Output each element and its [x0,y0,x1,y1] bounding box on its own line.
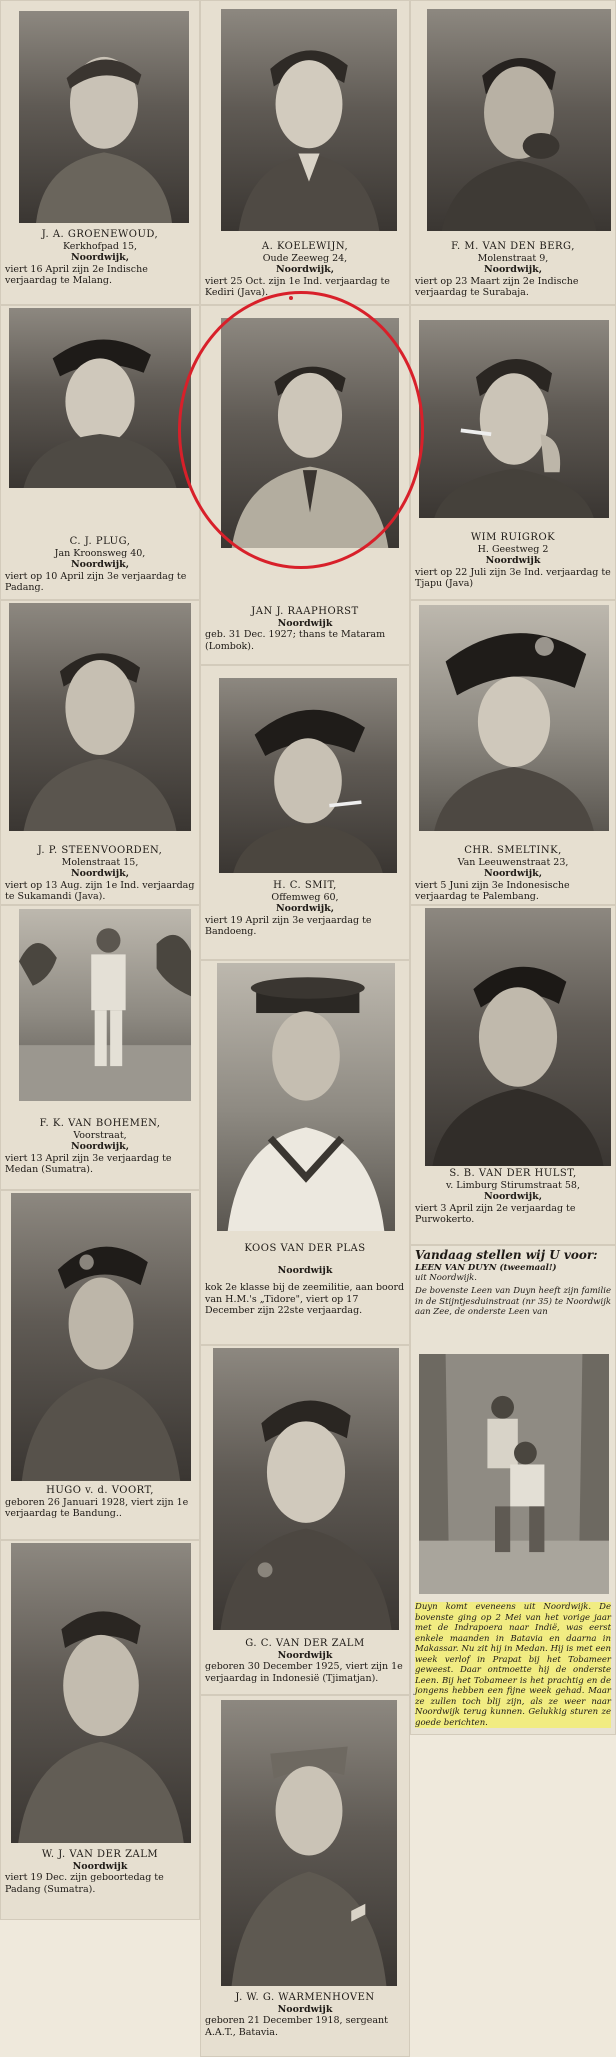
caption [5,1118,195,1176]
soldier-name: WIM RUIGROK [470,532,556,543]
caption [205,241,405,299]
caption [415,845,611,903]
caption [205,1243,405,1317]
soldier-city: Noordwijk, [70,868,130,879]
soldier-detail: viert 19 Dec. zijn geboortedag te Padang (Sumatra). [5,1872,164,1895]
soldier-address: Molenstraat 15, [61,856,139,868]
portrait-photo [425,908,611,1166]
clipping-warmenhoven [200,1695,410,2057]
caption [415,1168,611,1226]
portrait-photo [11,1543,191,1843]
clipping-ruigrok [410,305,616,600]
soldier-address: v. Limburg Stirumstraat 58, [445,1179,581,1191]
clipping-vandenberg [410,0,616,305]
caption [205,1638,405,1684]
portrait-photo [213,1348,399,1630]
soldier-city: Noordwijk, [275,903,335,914]
soldier-detail: viert 19 April zijn 3e verjaardag te Bandoeng. [205,914,372,937]
caption [415,241,611,299]
red-marker-dot [289,296,293,300]
soldier-name: F. K. VAN BOHEMEN, [39,1118,161,1129]
portrait-photo [427,9,611,231]
soldier-detail: viert 5 Juni zijn 3e Indonesische verjaardag te Palembang. [415,879,570,902]
clipping-smit [200,665,410,960]
blank-margin [410,1735,616,2057]
soldier-name: J. P. STEENVOORDEN, [37,845,163,856]
soldier-address: Molenstraat 9, [477,252,549,264]
feature-intro: De bovenste Leen van Duyn heeft zijn familie in de Stijntjesduinstraat (nr 35) te Noordwijk aan Zee, de onderste Leen van [415,1286,611,1317]
caption [5,536,195,594]
caption [5,845,195,903]
portrait-photo [419,605,609,831]
portrait-photo [9,308,191,488]
soldier-name: W. J. VAN DER ZALM [41,1849,159,1860]
clipping-groenewoud [0,0,200,305]
soldier-name: CHR. SMELTINK, [464,845,562,856]
feature-subheading [415,1263,611,1283]
portrait-photo [19,11,189,223]
clipping-voort [0,1190,200,1540]
soldier-name: H. C. SMIT, [273,880,337,891]
soldier-detail: geboren 21 December 1918, sergeant A.A.T., Batavia. [205,2015,388,2038]
clipping-smeltink [410,600,616,905]
soldier-name: F. M. VAN DEN BERG, [451,241,575,252]
clipping-vanbohemen [0,905,200,1190]
soldier-detail: viert 3 April zijn 2e verjaardag te Purwokerto. [415,1202,576,1225]
soldier-detail: viert 13 April zijn 3e verjaardag te Medan (Sumatra). [5,1152,172,1175]
soldier-city: Noordwijk, [483,868,543,879]
group-photo [419,1354,609,1594]
caption [415,532,611,590]
caption [5,1485,195,1520]
feature-article [410,1245,616,1735]
clipping-vanderplas [200,960,410,1345]
soldier-city: Noordwijk, [70,252,130,263]
portrait-photo [221,9,397,231]
soldier-name: A. KOELEWIJN, [261,241,349,252]
soldier-detail: geboren 30 December 1925, viert zijn 1e verjaardag in Indonesië (Tjimatjan). [205,1661,403,1684]
soldier-city: Noordwijk, [483,1191,543,1202]
red-marker-circle [178,291,424,569]
feature-body: Duyn komt eveneens uit Noordwijk. De bovenste ging op 2 Mei van het vorige jaar met de Indrapoera naar Indië, was eerst enkele maanden in Batavia en daarna in Makassar. Nu zit hij in Medan. Hij is met een week verlof in Prapat bij het Tobameer geweest. Daar ontmoette hij de onderste Leen. Bij het Tobameer is het prachtig en de jongens hebben een fijne week gehad. Maar ze zullen toch blij zijn, als ze weer naar Noordwijk terug kunnen. Gelukkig sturen ze goede berichten. [415,1602,611,1728]
portrait-photo [11,1193,191,1481]
clipping-gc-vanderzalm [200,1345,410,1695]
feature-place: uit Noordwijk. [415,1273,477,1283]
soldier-name: KOOS VAN DER PLAS [244,1243,366,1254]
portrait-photo [9,603,191,831]
soldier-detail: geboren 26 Januari 1928, viert zijn 1e verjaardag te Bandung.. [5,1496,189,1519]
soldier-address: Jan Kroonsweg 40, [54,547,146,559]
soldier-city: Noordwijk [72,1860,128,1872]
soldier-name: J. W. G. WARMENHOVEN [235,1992,375,2003]
caption [205,880,405,938]
soldier-city: Noordwijk, [70,559,130,570]
clipping-steenvoorden [0,600,200,905]
soldier-city: Noordwijk, [483,264,543,275]
soldier-address: Offemweg 60, [271,891,339,903]
soldier-detail: geb. 31 Dec. 1927; thans te Mataram (Lombok). [205,629,386,652]
soldier-detail: viert op 10 April zijn 3e verjaardag te Padang. [5,570,187,593]
clipping-vanderhulst [410,905,616,1245]
soldier-detail: kok 2e klasse bij de zeemilitie, aan boord van H.M.'s „Tidore", viert op 17 December zijn 22ste verjaardag. [205,1282,405,1316]
clipping-koelewijn [200,0,410,305]
feature-subject: LEEN VAN DUYN (tweemaal!) [415,1263,557,1273]
clipping-wj-vanderzalm [0,1540,200,1920]
soldier-city: Noordwijk, [275,264,335,275]
feature-heading: Vandaag stellen wij U voor: [415,1248,598,1262]
soldier-name: J. A. GROENEWOUD, [41,229,159,240]
soldier-detail: viert op 22 Juli zijn 3e Ind. verjaardag te Tjapu (Java) [415,566,611,589]
soldier-city: Noordwijk [277,1649,333,1661]
clipping-plug [0,305,200,600]
caption [205,606,405,652]
caption [5,1849,195,1895]
portrait-photo [419,320,609,518]
soldier-city: Noordwijk, [70,1141,130,1152]
soldier-address: Kerkhofpad 15, [62,240,138,252]
soldier-name: G. C. VAN DER ZALM [245,1638,365,1649]
portrait-photo [19,909,191,1101]
caption [205,1992,405,2038]
portrait-photo [219,678,397,873]
soldier-detail: viert op 13 Aug. zijn 1e Ind. verjaardag te Sukamandi (Java). [5,879,195,902]
soldier-name: JAN J. RAAPHORST [251,606,359,617]
soldier-city: Noordwijk [277,617,333,629]
soldier-city: Noordwijk [277,1264,333,1276]
soldier-name: S. B. VAN DER HULST, [449,1168,577,1179]
soldier-address: Oude Zeeweg 24, [262,252,348,264]
soldier-name: HUGO v. d. VOORT, [46,1485,154,1496]
soldier-detail: viert 16 April zijn 2e Indische verjaardag te Malang. [5,263,148,286]
soldier-address: Voorstraat, [73,1129,127,1141]
soldier-city: Noordwijk [485,555,541,566]
soldier-address: H. Geestweg 2 [477,543,549,555]
soldier-name: C. J. PLUG, [69,536,131,547]
soldier-city: Noordwijk [277,2003,333,2015]
soldier-address: Van Leeuwenstraat 23, [457,856,569,868]
soldier-detail: viert op 23 Maart zijn 2e Indische verjaardag te Surabaja. [415,275,579,298]
caption [5,229,195,287]
portrait-photo [221,1700,397,1986]
portrait-photo [217,963,395,1231]
soldier-detail: viert 25 Oct. zijn 1e Ind. verjaardag te Kediri (Java). [205,275,390,298]
